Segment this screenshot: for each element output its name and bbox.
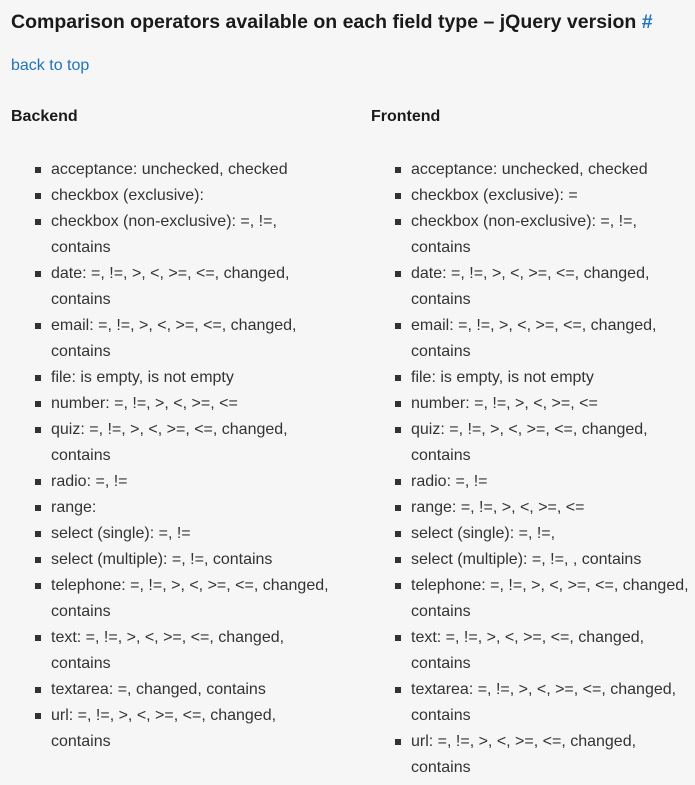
list-item-text-continuation: contains xyxy=(411,603,471,620)
list-item-text: acceptance: unchecked, checked xyxy=(411,161,648,178)
square-bullet-icon xyxy=(35,219,41,225)
list-item-text: textarea: =, changed, contains xyxy=(51,681,266,698)
list-item-text: select (single): =, != xyxy=(51,525,191,542)
list-item-text-continuation: contains xyxy=(411,655,471,672)
square-bullet-icon xyxy=(35,687,41,693)
list-item-text-continuation: contains xyxy=(411,291,471,308)
list-item-text-continuation: contains xyxy=(411,239,471,256)
square-bullet-icon xyxy=(395,427,401,433)
list-item-text: range: =, !=, >, <, >=, <= xyxy=(411,499,585,516)
square-bullet-icon xyxy=(395,531,401,537)
list-item xyxy=(11,183,341,209)
square-bullet-icon xyxy=(395,271,401,277)
frontend-column xyxy=(371,106,695,776)
list-item-text-continuation: contains xyxy=(51,239,111,256)
section-heading xyxy=(11,9,653,35)
frontend-title: Frontend xyxy=(371,108,441,125)
square-bullet-icon xyxy=(395,583,401,589)
list-item-text: url: =, !=, >, <, >=, <=, changed, xyxy=(411,733,637,750)
list-item-text-continuation: contains xyxy=(51,655,111,672)
list-item xyxy=(11,417,341,469)
list-item-text: checkbox (exclusive): = xyxy=(411,187,578,204)
list-item xyxy=(11,313,341,365)
square-bullet-icon xyxy=(35,505,41,511)
square-bullet-icon xyxy=(35,531,41,537)
square-bullet-icon xyxy=(395,505,401,511)
list-item-text: textarea: =, !=, >, <, >=, <=, changed, xyxy=(411,681,677,698)
list-item xyxy=(371,157,695,183)
heading-anchor-link[interactable]: # xyxy=(641,11,653,33)
list-item xyxy=(371,729,695,781)
list-item xyxy=(11,157,341,183)
square-bullet-icon xyxy=(395,557,401,563)
list-item-text-continuation: contains xyxy=(51,291,111,308)
list-item xyxy=(371,573,695,625)
list-item xyxy=(11,547,341,573)
square-bullet-icon xyxy=(35,323,41,329)
list-item-text: radio: =, != xyxy=(51,473,128,490)
list-item-text-continuation: contains xyxy=(51,447,111,464)
list-item-text: date: =, !=, >, <, >=, <=, changed, xyxy=(51,265,290,282)
square-bullet-icon xyxy=(35,713,41,719)
list-item-text: text: =, !=, >, <, >=, <=, changed, xyxy=(411,629,645,646)
list-item-text: checkbox (non-exclusive): =, !=, xyxy=(411,213,637,230)
backend-column xyxy=(11,106,341,750)
list-item-text: select (multiple): =, !=, , contains xyxy=(411,551,642,568)
section-heading-text: Comparison operators available on each field type – jQuery version xyxy=(11,11,637,33)
square-bullet-icon xyxy=(35,167,41,173)
list-item-text: number: =, !=, >, <, >=, <= xyxy=(411,395,598,412)
list-item xyxy=(371,677,695,729)
list-item-text-continuation: contains xyxy=(411,447,471,464)
list-item xyxy=(11,495,341,521)
list-item-text: checkbox (non-exclusive): =, !=, xyxy=(51,213,277,230)
list-item xyxy=(371,469,695,495)
list-item-text: date: =, !=, >, <, >=, <=, changed, xyxy=(411,265,650,282)
back-to-top-link[interactable]: back to top xyxy=(11,57,90,74)
list-item xyxy=(11,703,341,755)
list-item-text: acceptance: unchecked, checked xyxy=(51,161,288,178)
list-item-text: url: =, !=, >, <, >=, <=, changed, xyxy=(51,707,277,724)
list-item xyxy=(371,495,695,521)
list-item-text-continuation: contains xyxy=(51,603,111,620)
square-bullet-icon xyxy=(395,687,401,693)
list-item-text-continuation: contains xyxy=(51,733,111,750)
square-bullet-icon xyxy=(35,401,41,407)
square-bullet-icon xyxy=(35,557,41,563)
list-item-text: range: xyxy=(51,499,97,516)
list-item-text: radio: =, != xyxy=(411,473,488,490)
square-bullet-icon xyxy=(395,323,401,329)
list-item-text-continuation: contains xyxy=(411,759,471,776)
square-bullet-icon xyxy=(35,271,41,277)
list-item xyxy=(371,521,695,547)
list-item xyxy=(11,469,341,495)
list-item-text-continuation: contains xyxy=(411,343,471,360)
list-item xyxy=(11,209,341,261)
list-item xyxy=(371,183,695,209)
square-bullet-icon xyxy=(35,427,41,433)
square-bullet-icon xyxy=(395,167,401,173)
square-bullet-icon xyxy=(395,739,401,745)
list-item xyxy=(371,547,695,573)
list-item xyxy=(11,625,341,677)
list-item-text: number: =, !=, >, <, >=, <= xyxy=(51,395,238,412)
list-item-text: quiz: =, !=, >, <, >=, <=, changed, xyxy=(51,421,288,438)
list-item-text: select (multiple): =, !=, contains xyxy=(51,551,273,568)
frontend-list xyxy=(371,157,695,781)
square-bullet-icon xyxy=(395,193,401,199)
square-bullet-icon xyxy=(395,635,401,641)
list-item xyxy=(371,365,695,391)
list-item-text: email: =, !=, >, <, >=, <=, changed, xyxy=(411,317,657,334)
list-item-text: text: =, !=, >, <, >=, <=, changed, xyxy=(51,629,285,646)
list-item-text: checkbox (exclusive): xyxy=(51,187,204,204)
list-item-text: quiz: =, !=, >, <, >=, <=, changed, xyxy=(411,421,648,438)
square-bullet-icon xyxy=(35,193,41,199)
list-item xyxy=(371,261,695,313)
square-bullet-icon xyxy=(35,583,41,589)
list-item xyxy=(11,391,341,417)
list-item-text: telephone: =, !=, >, <, >=, <=, changed, xyxy=(411,577,689,594)
square-bullet-icon xyxy=(35,479,41,485)
square-bullet-icon xyxy=(395,219,401,225)
list-item xyxy=(11,261,341,313)
square-bullet-icon xyxy=(35,375,41,381)
square-bullet-icon xyxy=(35,635,41,641)
list-item xyxy=(11,365,341,391)
list-item xyxy=(371,391,695,417)
list-item-text-continuation: contains xyxy=(51,343,111,360)
list-item xyxy=(11,573,341,625)
list-item xyxy=(371,417,695,469)
list-item-text-continuation: contains xyxy=(411,707,471,724)
square-bullet-icon xyxy=(395,375,401,381)
list-item-text: select (single): =, !=, xyxy=(411,525,556,542)
list-item xyxy=(371,625,695,677)
list-item xyxy=(11,521,341,547)
list-item xyxy=(11,677,341,703)
list-item-text: telephone: =, !=, >, <, >=, <=, changed, xyxy=(51,577,329,594)
list-item-text: file: is empty, is not empty xyxy=(411,369,594,386)
backend-title: Backend xyxy=(11,108,78,125)
list-item-text: email: =, !=, >, <, >=, <=, changed, xyxy=(51,317,297,334)
list-item xyxy=(371,209,695,261)
backend-list xyxy=(11,157,341,755)
list-item-text: file: is empty, is not empty xyxy=(51,369,234,386)
square-bullet-icon xyxy=(395,401,401,407)
list-item xyxy=(371,313,695,365)
square-bullet-icon xyxy=(395,479,401,485)
